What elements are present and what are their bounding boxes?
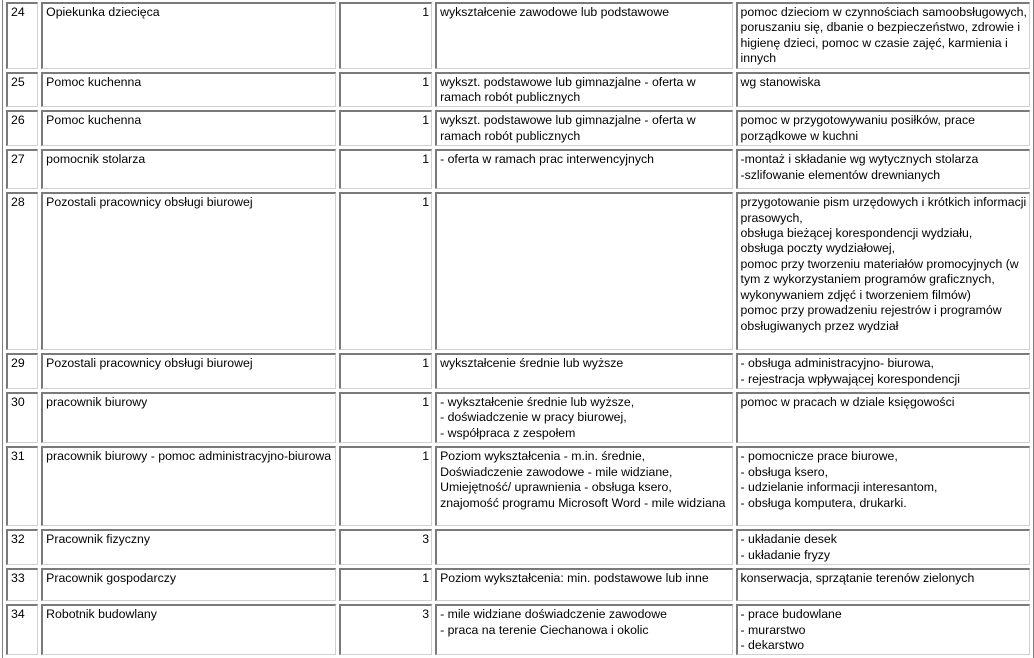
vacancy-count: 3 <box>339 529 432 565</box>
duties-cell <box>736 568 1030 601</box>
table-row <box>6 392 1030 443</box>
duty-line: - dekarstwo <box>740 637 805 652</box>
table-row <box>6 72 1030 108</box>
job-title: Pozostali pracownicy obsługi biurowej <box>41 192 335 350</box>
requirements-cell <box>435 604 732 655</box>
vacancy-count: 3 <box>339 604 432 655</box>
row-number: 29 <box>6 353 38 389</box>
requirement-line: wykszt. podstawowe lub gimnazjalne - oferta w ramach robót publicznych <box>440 74 696 105</box>
job-title: Pozostali pracownicy obsługi biurowej <box>41 353 335 389</box>
job-offers-table-body <box>6 2 1030 655</box>
duties-cell <box>736 110 1030 146</box>
duty-line: przygotowanie pism urzędowych i krótkich informacji prasowych, <box>740 195 1027 225</box>
table-row <box>6 604 1030 655</box>
requirements-cell <box>435 72 732 108</box>
requirements-cell <box>435 110 732 146</box>
requirement-line: - praca na terenie Ciechanowa i okolic <box>440 622 649 637</box>
row-number: 28 <box>6 192 38 350</box>
row-number: 25 <box>6 72 38 108</box>
row-number: 34 <box>6 604 38 655</box>
duty-line: pomoc w pracach w dziale księgowości <box>740 395 955 410</box>
row-number: 24 <box>6 2 38 69</box>
duty-line: - obsługa administracyjno- biurowa, <box>740 356 934 371</box>
duties-cell <box>736 353 1030 389</box>
row-number: 33 <box>6 568 38 601</box>
table-row <box>6 446 1030 526</box>
requirements-cell <box>435 353 732 389</box>
requirement-line: - mile widziane doświadczenie zawodowe <box>440 607 667 622</box>
row-number: 32 <box>6 529 38 565</box>
row-number: 27 <box>6 149 38 189</box>
duty-line: - murarstwo <box>740 622 806 637</box>
duties-cell <box>736 192 1030 350</box>
requirements-cell <box>435 149 732 189</box>
table-row <box>6 568 1030 601</box>
duty-line: wg stanowiska <box>740 74 821 89</box>
duty-line: konserwacja, sprzątanie terenów zielonych <box>740 571 975 586</box>
duties-cell <box>736 392 1030 443</box>
job-title: pracownik biurowy <box>41 392 335 443</box>
requirement-line: - oferta w ramach prac interwencyjnych <box>440 152 654 167</box>
row-number: 31 <box>6 446 38 526</box>
table-row <box>6 192 1030 350</box>
requirement-line: wykształcenie zawodowe lub podstawowe <box>440 5 670 19</box>
duties-cell <box>736 446 1030 526</box>
job-title: Pomoc kuchenna <box>41 110 335 146</box>
requirements-cell <box>435 568 732 601</box>
job-title: pomocnik stolarza <box>41 149 335 189</box>
duty-line: obsługa bieżącej korespondencji wydziału, <box>740 226 973 241</box>
duty-line: -montaż i składanie wg wytycznych stolarza <box>740 152 979 167</box>
requirement-line: wykszt. podstawowe lub gimnazjalne - oferta w ramach robót publicznych <box>440 113 696 143</box>
requirement-line: Poziom wykształcenia: min. podstawowe lub inne <box>440 571 709 586</box>
duties-cell <box>736 2 1030 69</box>
duty-line: - rejestracja wpływającej korespondencji <box>740 371 960 386</box>
vacancy-count: 1 <box>339 392 432 443</box>
job-title: pracownik biurowy - pomoc administracyjno-biurowa <box>41 446 335 526</box>
duty-line: - prace budowlane <box>740 607 842 622</box>
duty-line: pomoc przy prowadzeniu rejestrów i programów obsługiwanych przez wydział <box>740 303 1002 333</box>
duty-line: pomoc w przygotowywaniu posiłków, prace porządkowe w kuchni <box>740 113 975 143</box>
duty-line: - obsługa ksero, <box>740 464 829 479</box>
table-row <box>6 353 1030 389</box>
vacancy-count: 1 <box>339 110 432 146</box>
table-row <box>6 2 1030 69</box>
duties-cell <box>736 529 1030 565</box>
duties-cell <box>736 72 1030 108</box>
vacancy-count: 1 <box>339 149 432 189</box>
duty-line: pomoc dzieciom w czynnościach samoobsługowych, poruszaniu się, dbanie o bezpieczeństwo, zdrowie i higienę dzieci, pomoc w czasie zajęć, karmienia i innych <box>740 5 1027 66</box>
requirement-line: Doświadczenie zawodowe - mile widziane, <box>440 464 673 479</box>
requirement-line: Umiejętność/ uprawnienia - obsługa ksero, <box>440 480 672 495</box>
job-title: Pomoc kuchenna <box>41 72 335 108</box>
vacancy-count: 1 <box>339 446 432 526</box>
job-offers-table <box>2 0 1034 658</box>
job-title: Opiekunka dziecięca <box>41 2 335 69</box>
duty-line: obsługa poczty wydziałowej, <box>740 241 896 256</box>
vacancy-count: 1 <box>339 568 432 601</box>
duties-cell <box>736 604 1030 655</box>
requirement-line: - współpraca z zespołem <box>440 425 576 440</box>
requirements-cell <box>435 192 732 350</box>
row-number: 30 <box>6 392 38 443</box>
duty-line: - układanie fryzy <box>740 547 831 562</box>
table-row <box>6 529 1030 565</box>
requirement-line: wykształcenie średnie lub wyższe <box>440 356 624 371</box>
job-title: Robotnik budowlany <box>41 604 335 655</box>
table-row <box>6 110 1030 146</box>
job-title: Pracownik fizyczny <box>41 529 335 565</box>
duty-line: - układanie desek <box>740 532 837 547</box>
table-row <box>6 149 1030 189</box>
requirements-cell <box>435 446 732 526</box>
requirements-cell <box>435 392 732 443</box>
requirement-line: - doświadczenie w pracy biurowej, <box>440 410 627 425</box>
requirement-line: - wykształcenie średnie lub wyższe, <box>440 395 635 410</box>
duty-line: - udzielanie informacji interesantom, <box>740 480 938 495</box>
vacancy-count: 1 <box>339 192 432 350</box>
duty-line: - pomocnicze prace biurowe, <box>740 449 898 464</box>
row-number: 26 <box>6 110 38 146</box>
requirement-line: znajomość programu Microsoft Word - mile widziana <box>440 495 726 510</box>
vacancy-count: 1 <box>339 353 432 389</box>
requirement-line: Poziom wykształcenia - m.in. średnie, <box>440 449 646 464</box>
requirements-cell <box>435 2 732 69</box>
duty-line: pomoc przy tworzeniu materiałów promocyjnych (w tym z wykorzystaniem programów graficznych, wykonywaniem zdjęć i tworzeniem filmów) <box>740 256 1019 302</box>
job-title: Pracownik gospodarczy <box>41 568 335 601</box>
duty-line: -szlifowanie elementów drewnianych <box>740 167 941 182</box>
duties-cell <box>736 149 1030 189</box>
vacancy-count: 1 <box>339 2 432 69</box>
requirements-cell <box>435 529 732 565</box>
duty-line: - obsługa komputera, drukarki. <box>740 495 907 510</box>
vacancy-count: 1 <box>339 72 432 108</box>
